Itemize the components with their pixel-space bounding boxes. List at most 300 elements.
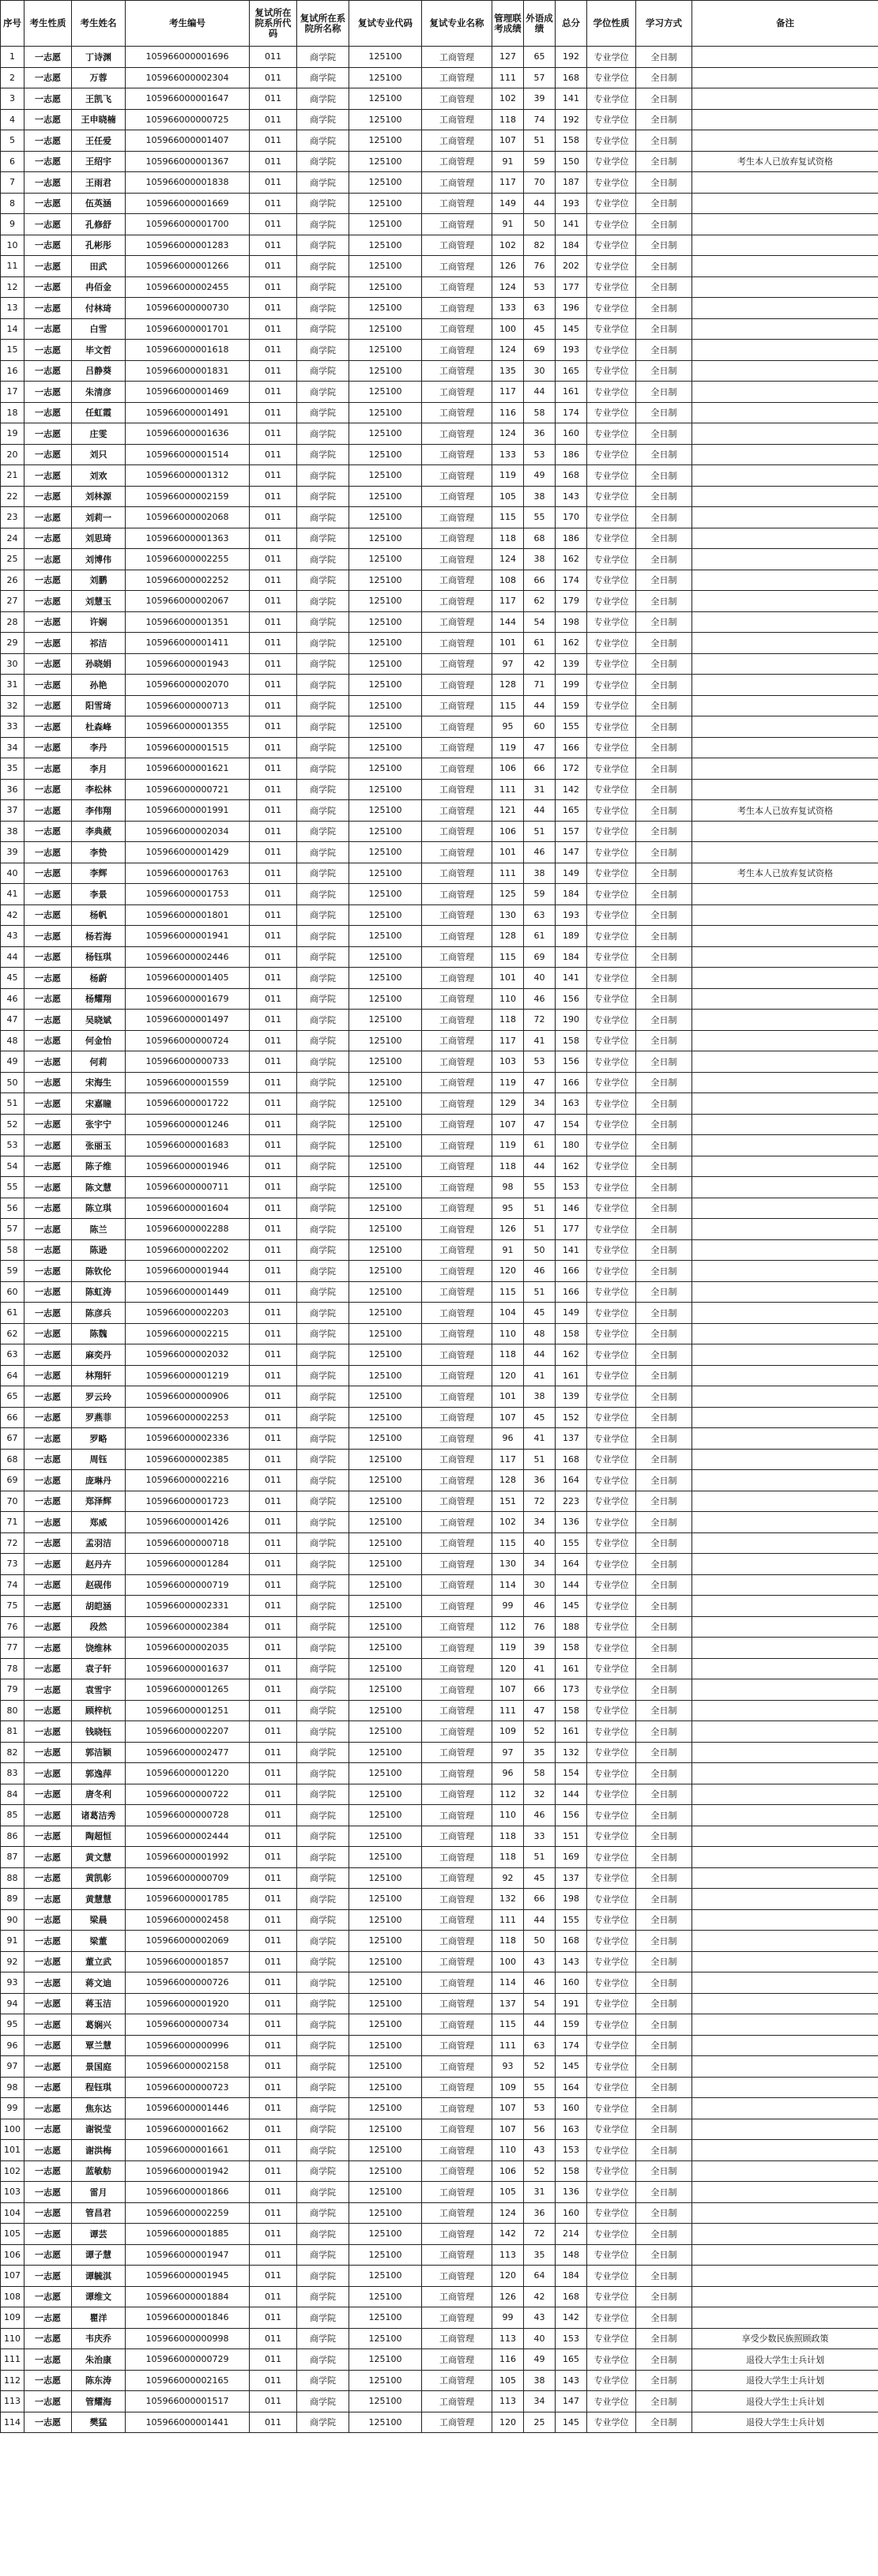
col-major-code-cell: 125100 [349,2140,422,2161]
col-total-cell: 154 [556,1763,587,1784]
col-major-code-cell: 125100 [349,1867,422,1889]
col-remarks-cell [692,1721,878,1743]
col-study-mode-cell: 全日制 [636,1281,692,1303]
col-major-name-cell: 工商管理 [422,382,492,403]
col-major-name-cell: 工商管理 [422,88,492,110]
col-mgmt-score-cell: 142 [492,2224,524,2245]
col-mgmt-score-cell: 118 [492,109,524,130]
col-total-cell: 163 [556,1093,587,1115]
col-mgmt-score-cell: 118 [492,1010,524,1031]
col-dept-name-cell: 商学院 [297,1805,349,1826]
col-study-mode-cell: 全日制 [636,695,692,716]
col-candidate-type-cell: 一志愿 [24,1826,72,1847]
table-row [1,1261,878,1282]
col-study-mode-cell: 全日制 [636,1030,692,1051]
table-row [1,1638,878,1659]
col-major-code-cell: 125100 [349,1010,422,1031]
col-dept-name-cell: 商学院 [297,444,349,465]
table-row [1,2140,878,2161]
col-dept-code-cell: 011 [250,1532,297,1554]
col-exam-id-cell: 105966000001700 [126,214,250,235]
col-mgmt-score-cell: 117 [492,1449,524,1470]
col-name-cell: 陈虹涛 [72,1281,126,1303]
col-mgmt-score-cell: 113 [492,2328,524,2349]
table-row [1,1449,878,1470]
col-exam-id-cell: 105966000001696 [126,47,250,68]
col-candidate-type-cell: 一志愿 [24,1114,72,1135]
table-row [1,465,878,487]
col-dept-code-cell: 011 [250,276,297,298]
col-dept-code-cell: 011 [250,570,297,591]
col-study-mode-cell: 全日制 [636,235,692,256]
col-name-cell: 葛娴兴 [72,2014,126,2036]
col-total-cell: 214 [556,2224,587,2245]
table-row [1,779,878,800]
col-foreign-score-cell: 57 [524,67,556,88]
table-row [1,276,878,298]
col-degree-type-cell: 专业学位 [587,1010,636,1031]
table-row [1,2391,878,2412]
col-mgmt-score-cell: 119 [492,1135,524,1156]
col-study-mode-cell: 全日制 [636,779,692,800]
col-total-cell: 161 [556,1721,587,1743]
col-mgmt-score-cell: 119 [492,465,524,487]
col-index-cell: 97 [1,2056,24,2078]
col-name-cell: 陈彦兵 [72,1303,126,1324]
col-major-code-cell: 125100 [349,1344,422,1366]
col-total-cell: 191 [556,1993,587,2014]
table-header-row [1,1,878,47]
col-remarks-cell [692,1679,878,1701]
col-degree-type-cell: 专业学位 [587,1679,636,1701]
col-study-mode-cell: 全日制 [636,2349,692,2371]
col-index-cell: 62 [1,1323,24,1344]
col-dept-name-cell: 商学院 [297,2370,349,2391]
col-candidate-type-cell: 一志愿 [24,88,72,110]
col-major-code-cell: 125100 [349,423,422,445]
col-dept-name-cell: 商学院 [297,570,349,591]
col-major-name-cell: 工商管理 [422,1763,492,1784]
col-major-name-cell: 工商管理 [422,1638,492,1659]
col-study-mode-cell: 全日制 [636,1574,692,1596]
col-exam-id-cell: 105966000002477 [126,1742,250,1763]
col-major-name-cell: 工商管理 [422,465,492,487]
col-total-cell: 158 [556,2160,587,2182]
col-candidate-type-cell: 一志愿 [24,193,72,214]
col-mgmt-score-cell: 107 [492,1114,524,1135]
col-dept-code-cell: 011 [250,695,297,716]
col-candidate-type-cell: 一志愿 [24,549,72,570]
col-total-cell: 173 [556,1679,587,1701]
col-mgmt-score-cell: 110 [492,2140,524,2161]
col-remarks-cell [692,904,878,926]
col-total-cell: 161 [556,1658,587,1679]
col-index-cell: 19 [1,423,24,445]
col-dept-code-cell: 011 [250,1554,297,1575]
col-dept-name-cell: 商学院 [297,653,349,675]
col-foreign-score-cell: 71 [524,675,556,696]
col-candidate-type-cell: 一志愿 [24,1407,72,1428]
col-exam-id-cell: 105966000002336 [126,1428,250,1450]
col-name-cell: 赵砚伟 [72,1574,126,1596]
col-name-cell: 赵丹卉 [72,1554,126,1575]
col-total-cell: 202 [556,256,587,277]
col-study-mode-cell: 全日制 [636,2412,692,2433]
col-foreign-score-cell: 51 [524,1219,556,1240]
col-total-cell: 147 [556,842,587,863]
col-study-mode-cell: 全日制 [636,842,692,863]
col-foreign-score-cell: 63 [524,298,556,319]
col-foreign-score-cell: 46 [524,842,556,863]
col-foreign-score-cell: 33 [524,1826,556,1847]
col-name-cell: 覃兰慧 [72,2035,126,2056]
col-study-mode-cell: 全日制 [636,360,692,382]
col-dept-name-cell: 商学院 [297,47,349,68]
table-row [1,1386,878,1408]
col-foreign-score-cell: 46 [524,1972,556,1994]
table-row [1,1763,878,1784]
col-dept-code-cell: 011 [250,2328,297,2349]
col-dept-name-cell: 商学院 [297,675,349,696]
col-name-cell: 白雪 [72,318,126,340]
col-index-cell: 106 [1,2244,24,2266]
table-row [1,1972,878,1994]
table-row [1,1700,878,1721]
col-foreign-score-cell: 51 [524,1449,556,1470]
table-row [1,360,878,382]
col-index-cell: 28 [1,611,24,633]
col-major-name-cell: 工商管理 [422,2328,492,2349]
col-remarks-cell [692,1616,878,1638]
col-exam-id-cell: 105966000001407 [126,130,250,152]
col-dept-code-cell: 011 [250,2391,297,2412]
col-dept-code-cell: 011 [250,2244,297,2266]
col-total-cell: 159 [556,695,587,716]
col-degree-type-cell: 专业学位 [587,2202,636,2224]
col-major-name-cell: 工商管理 [422,256,492,277]
col-degree-type-cell: 专业学位 [587,1093,636,1115]
col-degree-type-cell: 专业学位 [587,821,636,842]
col-mgmt-score-cell: 132 [492,1889,524,1910]
col-major-name-cell: 工商管理 [422,2307,492,2329]
col-remarks-cell [692,737,878,758]
col-dept-name-cell: 商学院 [297,1156,349,1177]
col-total-cell: 156 [556,1051,587,1073]
table-row [1,193,878,214]
col-index-cell: 112 [1,2370,24,2391]
col-exam-id-cell: 105966000001885 [126,2224,250,2245]
col-index-cell: 5 [1,130,24,152]
col-total-cell: 169 [556,1847,587,1868]
col-exam-id-cell: 105966000000733 [126,1051,250,1073]
col-major-name-cell: 工商管理 [422,2056,492,2078]
table-row [1,946,878,968]
col-name-cell: 宋嘉瞳 [72,1093,126,1115]
col-exam-id-cell: 105966000000996 [126,2035,250,2056]
col-total-cell: 142 [556,779,587,800]
col-major-code-cell: 125100 [349,591,422,612]
col-mgmt-score-cell: 110 [492,988,524,1010]
col-candidate-type-cell: 一志愿 [24,67,72,88]
col-study-mode-cell: 全日制 [636,1679,692,1701]
col-candidate-type-cell: 一志愿 [24,1972,72,1994]
col-mgmt-score-cell: 91 [492,1239,524,1261]
col-study-mode-cell: 全日制 [636,2391,692,2412]
col-mgmt-score-cell: 95 [492,1198,524,1219]
col-candidate-type-cell: 一志愿 [24,2370,72,2391]
col-name-cell: 程钰琪 [72,2077,126,2098]
col-name-cell: 杜森峰 [72,716,126,738]
col-dept-code-cell: 011 [250,863,297,884]
col-name-cell: 杨帆 [72,904,126,926]
col-total-cell: 166 [556,737,587,758]
col-index-cell: 24 [1,528,24,549]
col-exam-id-cell: 105966000002203 [126,1303,250,1324]
col-major-name-cell: 工商管理 [422,444,492,465]
col-mgmt-score-cell: 129 [492,1093,524,1115]
col-major-code-cell: 125100 [349,507,422,528]
col-exam-id-cell: 105966000002202 [126,1239,250,1261]
col-mgmt-score-cell: 111 [492,1909,524,1931]
col-remarks-cell [692,926,878,947]
col-index-cell: 35 [1,758,24,780]
col-total-cell: 160 [556,2098,587,2119]
col-candidate-type-cell: 一志愿 [24,1344,72,1366]
col-remarks-cell [692,2307,878,2329]
table-row [1,130,878,152]
col-major-code-cell: 125100 [349,1261,422,1282]
col-exam-id-cell: 105966000000721 [126,779,250,800]
col-dept-name-cell: 商学院 [297,1491,349,1512]
col-index-cell: 79 [1,1679,24,1701]
table-row [1,2202,878,2224]
col-remarks-cell [692,2098,878,2119]
col-dept-code-cell: 011 [250,1867,297,1889]
table-row [1,235,878,256]
col-degree-type-cell: 专业学位 [587,2014,636,2036]
col-study-mode-cell: 全日制 [636,1721,692,1743]
col-major-code-cell: 125100 [349,2244,422,2266]
col-foreign-score-cell: 53 [524,276,556,298]
col-major-code-cell: 125100 [349,444,422,465]
col-index-cell: 37 [1,800,24,822]
col-mgmt-score-cell: 111 [492,1700,524,1721]
col-mgmt-score-cell: 105 [492,486,524,507]
col-exam-id-cell: 105966000002384 [126,1616,250,1638]
table-row [1,67,878,88]
col-dept-name-cell: 商学院 [297,235,349,256]
col-dept-name-cell: 商学院 [297,340,349,361]
col-degree-type-cell: 专业学位 [587,1784,636,1805]
col-major-code-cell: 125100 [349,1198,422,1219]
col-dept-name-cell: 商学院 [297,1219,349,1240]
col-remarks-cell [692,758,878,780]
col-remarks-cell [692,633,878,654]
col-major-name-cell: 工商管理 [422,2224,492,2245]
col-degree-type-cell: 专业学位 [587,151,636,172]
col-name-cell: 饶维林 [72,1638,126,1659]
col-dept-code-cell: 011 [250,1135,297,1156]
col-name-cell: 刘欢 [72,465,126,487]
col-name-cell: 蓝敏舫 [72,2160,126,2182]
table-row [1,382,878,403]
col-major-code-cell: 125100 [349,298,422,319]
col-degree-type-cell: 专业学位 [587,1826,636,1847]
col-mgmt-score-cell: 151 [492,1491,524,1512]
col-mgmt-score-cell: 117 [492,591,524,612]
col-name-cell: 管昌君 [72,2202,126,2224]
col-exam-id-cell: 105966000001763 [126,863,250,884]
col-dept-code-cell: 011 [250,1407,297,1428]
col-index-cell: 102 [1,2160,24,2182]
col-mgmt-score-cell: 117 [492,172,524,194]
col-degree-type-cell: 专业学位 [587,633,636,654]
col-major-name-cell: 工商管理 [422,109,492,130]
col-foreign-score-cell: 48 [524,1323,556,1344]
col-degree-type-cell: 专业学位 [587,968,636,989]
col-index-cell: 40 [1,863,24,884]
col-remarks-cell [692,423,878,445]
col-index-cell: 6 [1,151,24,172]
col-index-cell: 42 [1,904,24,926]
col-foreign-score-header: 外语成绩 [524,1,556,47]
col-total-cell: 145 [556,2412,587,2433]
col-index-cell: 95 [1,2014,24,2036]
col-major-code-cell: 125100 [349,1135,422,1156]
col-dept-code-cell: 011 [250,653,297,675]
col-exam-id-header: 考生编号 [126,1,250,47]
col-dept-code-cell: 011 [250,904,297,926]
col-mgmt-score-cell: 120 [492,2266,524,2287]
col-index-cell: 64 [1,1365,24,1386]
col-remarks-cell [692,1093,878,1115]
col-index-cell: 25 [1,549,24,570]
col-exam-id-cell: 105966000002159 [126,486,250,507]
col-major-code-cell: 125100 [349,1763,422,1784]
col-dept-name-cell: 商学院 [297,2391,349,2412]
col-major-code-cell: 125100 [349,1574,422,1596]
col-study-mode-cell: 全日制 [636,2244,692,2266]
col-major-name-cell: 工商管理 [422,2035,492,2056]
col-total-cell: 186 [556,528,587,549]
col-major-code-cell: 125100 [349,1093,422,1115]
col-exam-id-cell: 105966000001618 [126,340,250,361]
col-major-code-cell: 125100 [349,611,422,633]
col-candidate-type-cell: 一志愿 [24,1156,72,1177]
col-candidate-type-cell: 一志愿 [24,2077,72,2098]
col-dept-code-cell: 011 [250,988,297,1010]
col-remarks-cell [692,716,878,738]
col-index-cell: 8 [1,193,24,214]
col-candidate-type-cell: 一志愿 [24,988,72,1010]
col-study-mode-cell: 全日制 [636,2182,692,2203]
col-major-name-cell: 工商管理 [422,1261,492,1282]
col-index-cell: 38 [1,821,24,842]
col-foreign-score-cell: 38 [524,1386,556,1408]
col-major-name-cell: 工商管理 [422,675,492,696]
col-study-mode-cell: 全日制 [636,1407,692,1428]
col-name-cell: 李景 [72,884,126,905]
col-total-cell: 168 [556,2286,587,2307]
col-major-code-cell: 125100 [349,2307,422,2329]
col-exam-id-cell: 105966000001514 [126,444,250,465]
col-index-cell: 66 [1,1407,24,1428]
col-remarks-cell [692,1156,878,1177]
col-candidate-type-cell: 一志愿 [24,444,72,465]
col-study-mode-cell: 全日制 [636,1261,692,1282]
col-study-mode-cell: 全日制 [636,1596,692,1617]
col-exam-id-cell: 105966000001367 [126,151,250,172]
col-degree-type-cell: 专业学位 [587,1239,636,1261]
col-degree-type-cell: 专业学位 [587,1532,636,1554]
col-name-cell: 万蓉 [72,67,126,88]
table-row [1,172,878,194]
col-candidate-type-cell: 一志愿 [24,570,72,591]
col-major-code-cell: 125100 [349,2160,422,2182]
col-foreign-score-cell: 41 [524,1658,556,1679]
col-mgmt-score-cell: 98 [492,1177,524,1198]
table-row [1,2160,878,2182]
col-total-cell: 147 [556,2391,587,2412]
col-foreign-score-cell: 59 [524,151,556,172]
col-index-cell: 94 [1,1993,24,2014]
table-row [1,1909,878,1931]
col-major-code-cell: 125100 [349,1972,422,1994]
col-degree-type-cell: 专业学位 [587,318,636,340]
col-foreign-score-cell: 55 [524,2077,556,2098]
col-degree-type-cell: 专业学位 [587,988,636,1010]
table-row [1,47,878,68]
col-foreign-score-cell: 63 [524,904,556,926]
col-degree-type-cell: 专业学位 [587,904,636,926]
col-major-code-cell: 125100 [349,235,422,256]
col-total-cell: 164 [556,1470,587,1491]
col-foreign-score-cell: 43 [524,2140,556,2161]
col-total-cell: 158 [556,1638,587,1659]
col-dept-code-cell: 011 [250,611,297,633]
col-total-cell: 156 [556,988,587,1010]
col-name-cell: 袁子轩 [72,1658,126,1679]
col-study-mode-cell: 全日制 [636,382,692,403]
col-total-cell: 162 [556,549,587,570]
col-remarks-cell [692,1993,878,2014]
col-study-mode-cell: 全日制 [636,444,692,465]
col-major-code-cell: 125100 [349,2035,422,2056]
col-name-cell: 张宇宁 [72,1114,126,1135]
col-dept-name-cell: 商学院 [297,1742,349,1763]
col-candidate-type-cell: 一志愿 [24,1491,72,1512]
table-row [1,737,878,758]
col-name-header: 考生姓名 [72,1,126,47]
col-major-name-cell: 工商管理 [422,968,492,989]
col-candidate-type-cell: 一志愿 [24,1742,72,1763]
col-dept-name-cell: 商学院 [297,1135,349,1156]
col-remarks-cell [692,2056,878,2078]
col-remarks-cell [692,1261,878,1282]
col-candidate-type-cell: 一志愿 [24,2160,72,2182]
table-row [1,884,878,905]
col-foreign-score-cell: 74 [524,109,556,130]
col-foreign-score-cell: 31 [524,779,556,800]
col-foreign-score-cell: 40 [524,2328,556,2349]
col-dept-name-cell: 商学院 [297,2266,349,2287]
col-candidate-type-cell: 一志愿 [24,1177,72,1198]
col-major-code-cell: 125100 [349,2370,422,2391]
col-dept-name-cell: 商学院 [297,1826,349,1847]
col-major-code-cell: 125100 [349,528,422,549]
col-name-cell: 陈逊 [72,1239,126,1261]
col-dept-code-cell: 011 [250,800,297,822]
